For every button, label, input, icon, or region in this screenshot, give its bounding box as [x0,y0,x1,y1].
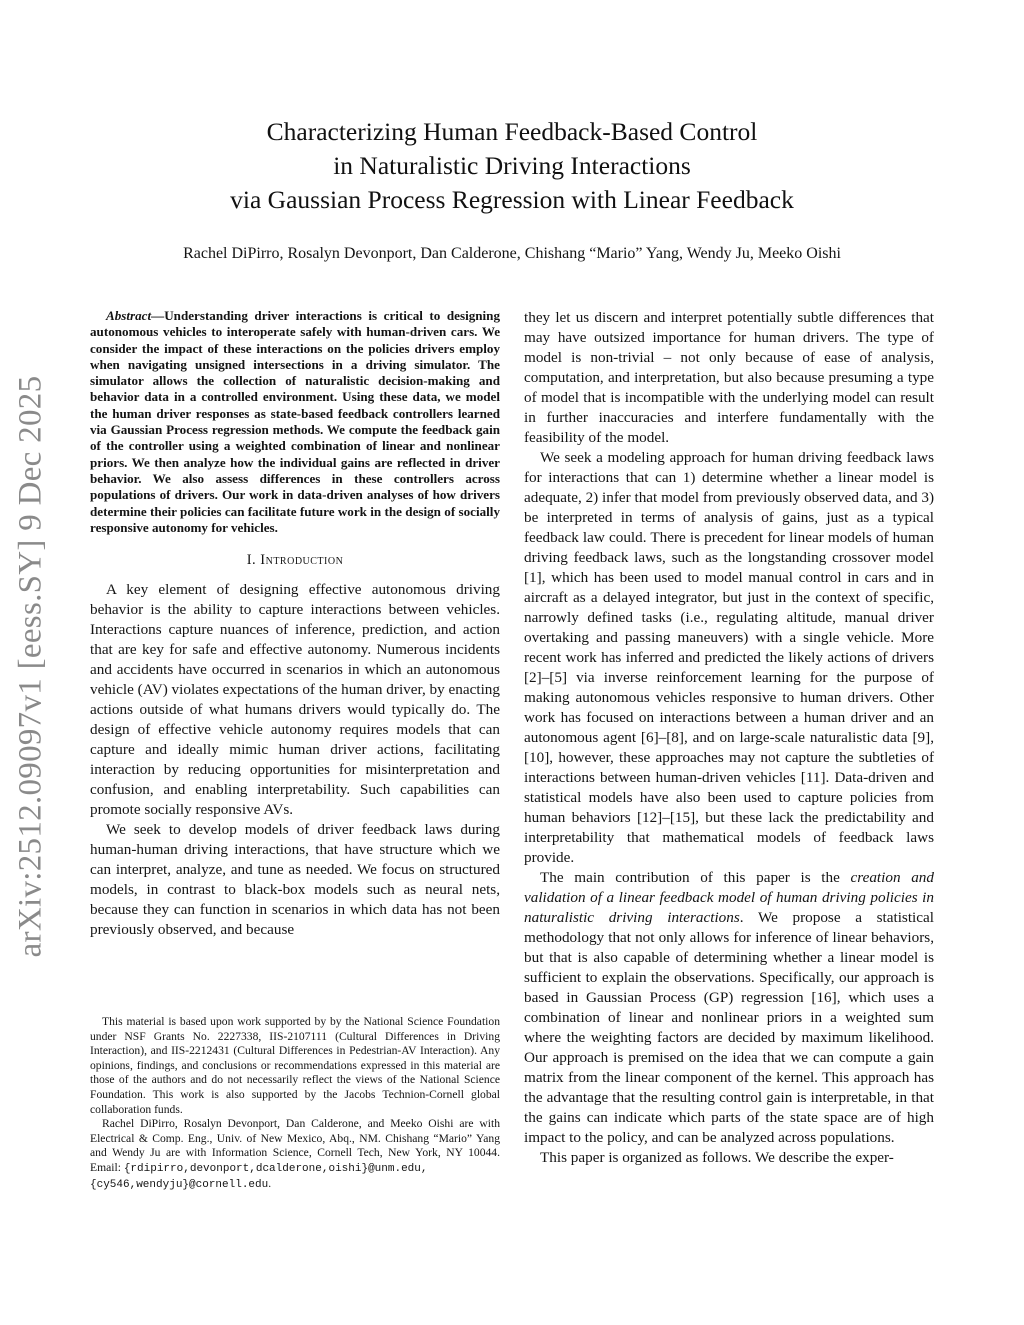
arxiv-identifier: arXiv:2512.09097v1 [eess.SY] 9 Dec 2025 [12,375,49,957]
section-heading-introduction: I. Introduction [246,552,344,569]
title-line-1: Characterizing Human Feedback-Based Control [266,117,758,146]
contribution-lead: The main contribution of this paper is the [540,869,851,886]
right-paragraph-2: We seek a modeling approach for human driving feedback laws for interactions that can 1) determine whether a linear model is adequate, 2) infer that model from previously observed data, and 3) be interpreted in terms of analysis of gains, just as a typical feedback law could. There is precedent for linear models of human driving feedback laws, such as the longstanding crossover model [1], which has been used to model manual control in cars and in aircraft as a delayed integrator, but just in the context of specific, narrowly defined tasks (i.e., regulating altitude, manual driver overtaking and passing maneuvers) with a single vehicle. More recent work has inferred and predicted the likely actions of drivers [2]–[5] via inverse reinforcement learning for the purpose of making autonomous vehicles responsive to human drivers. Other work has focused on interactions between a human driver and an autonomous agent [6]–[8], and on large-scale naturalistic data [9], [10], however, these approaches may not capture the subtleties of interactions between human-driven vehicles [11]. Data-driven and statistical models have also been used to capture policies from human behaviors [12]–[15], but these lack the predictability and interpretability that mathematical models of feedback laws provide. [524,449,934,866]
right-paragraph-4: This paper is organized as follows. We describe the exper- [540,1149,894,1166]
title-line-3: via Gaussian Process Regression with Linear Feedback [230,185,794,214]
funding-footnote: This material is based upon work supported by by the National Science Foundation under NSF Grants No. 2227338, IIS-2107111 (Cultural Differences in Driving Interaction), and IIS-2212431 (Cultural Differences in Pedestrian-AV Interaction). Any opinions, findings, and conclusions or recommendations expressed in this material are those of the authors and do not necessarily reflect the views of the National Science Foundation. This work is also supported by the Jacobs Technion-Cornell global collaboration funds. [90,1015,500,1116]
intro-paragraph-1: A key element of designing effective autonomous driving behavior is the ability to capture interactions between vehicles. Interactions capture nuances of inference, prediction, and action that are key for safe and effective autonomy. Numerous incidents and accidents have occurred in scenarios in which an autonomous vehicle (AV) violates expectations of the human driver, by enacting actions outside of what humans drivers would typically do. The design of effective vehicle autonomy requires models that can capture and ideally mimic human driver actions, facilitating interaction by reducing opportunities for misinterpretation and confusion, and enabling interpretability. Such capabilities can promote socially responsive AVs. [90,581,500,819]
arxiv-side-stamp [12,370,50,962]
affiliation-text: Rachel DiPirro, Rosalyn Devonport, Dan Calderone, and Meeko Oishi are with Electrical & Comp. Eng., Univ. of New Mexico, Abq., NM. Chishang “Mario” Yang and Wendy Ju are with Information Science, Cornell Tech, New York, NY 10044. Email: [90,1117,500,1174]
contribution-emphasis: creation and validation of a linear feedback model of human driving policies in naturalistic driving interactions [524,869,934,926]
abstract-lead: Abstract— [106,308,165,323]
title-line-2: in Naturalistic Driving Interactions [333,151,691,180]
right-column [524,308,934,1168]
paper-title [90,115,934,217]
abstract-text: Understanding driver interactions is critical to designing autonomous vehicles to interoperate safely with human-driven cars. We consider the impact of these interactions on the policies drivers employ when navigating unsigned intersections in a driving simulator. The simulator allows the collection of naturalistic decision-making and behavior data in a controlled environment. Using these data, we model the human driver responses as state-based feedback controllers learned via Gaussian Process regression methods. We compute the feedback gain of the controller using a weighted combination of linear and nonlinear priors. We then analyze how the individual gains are reflected in driver behavior. We also assess differences in these controllers across populations of drivers. Our work in data-driven analyses of how drivers determine their policies can facilitate future work in the design of socially responsive autonomy for vehicles. [90,308,500,535]
contribution-rest: . We propose a statistical methodology that not only allows for inference of linear behaviors, but that is also capable of determining whether a linear model is sufficient to explain the observations. Specifically, our approach is based in Gaussian Process (GP) regression [16], which uses a combination of linear and nonlinear priors in a weighted sum where the weighting factors are decided by maximum likelihood. Our approach is premised on the idea that we can compute a gain matrix from the linear component of the kernel. This approach has the advantage that the resulting control gain is interpretable, in that the gains can indicate which parts of the state space are of high impact to the policy, and can be analyzed across populations. [524,909,934,1146]
left-column [90,308,500,940]
right-paragraph-1: they let us discern and interpret potentially subtle differences that may have outsized importance for human drivers. The type of model is non-trivial – not only because of ease of analysis, computation, and interpretation, but also because presuming a type of model that is incompatible with the underlying model can result in further inaccuracies and interfere fundamentally with the feasibility of the model. [524,309,934,446]
affiliation-footnote [90,1117,500,1192]
intro-paragraph-2: We seek to develop models of driver feedback laws during human-human driving interactions, that have structure which we can interpret, analyze, and tune as needed. We focus on structured models, in contrast to black-box models such as neural nets, because they can function in scenarios in which data has not been previously observed, and because [90,821,500,939]
email-unm: {rdipirro,devonport,dcalderone,oishi}@unm.edu, [123,1162,428,1175]
right-paragraph-3 [524,868,934,1148]
abstract [90,308,500,536]
author-list: Rachel DiPirro, Rosalyn Devonport, Dan Calderone, Chishang “Mario” Yang, Wendy Ju, Meeko Oishi [183,245,841,262]
email-period: . [268,1176,272,1190]
footnotes [90,1015,500,1192]
email-cornell: {cy546,wendyju}@cornell.edu [90,1178,269,1191]
